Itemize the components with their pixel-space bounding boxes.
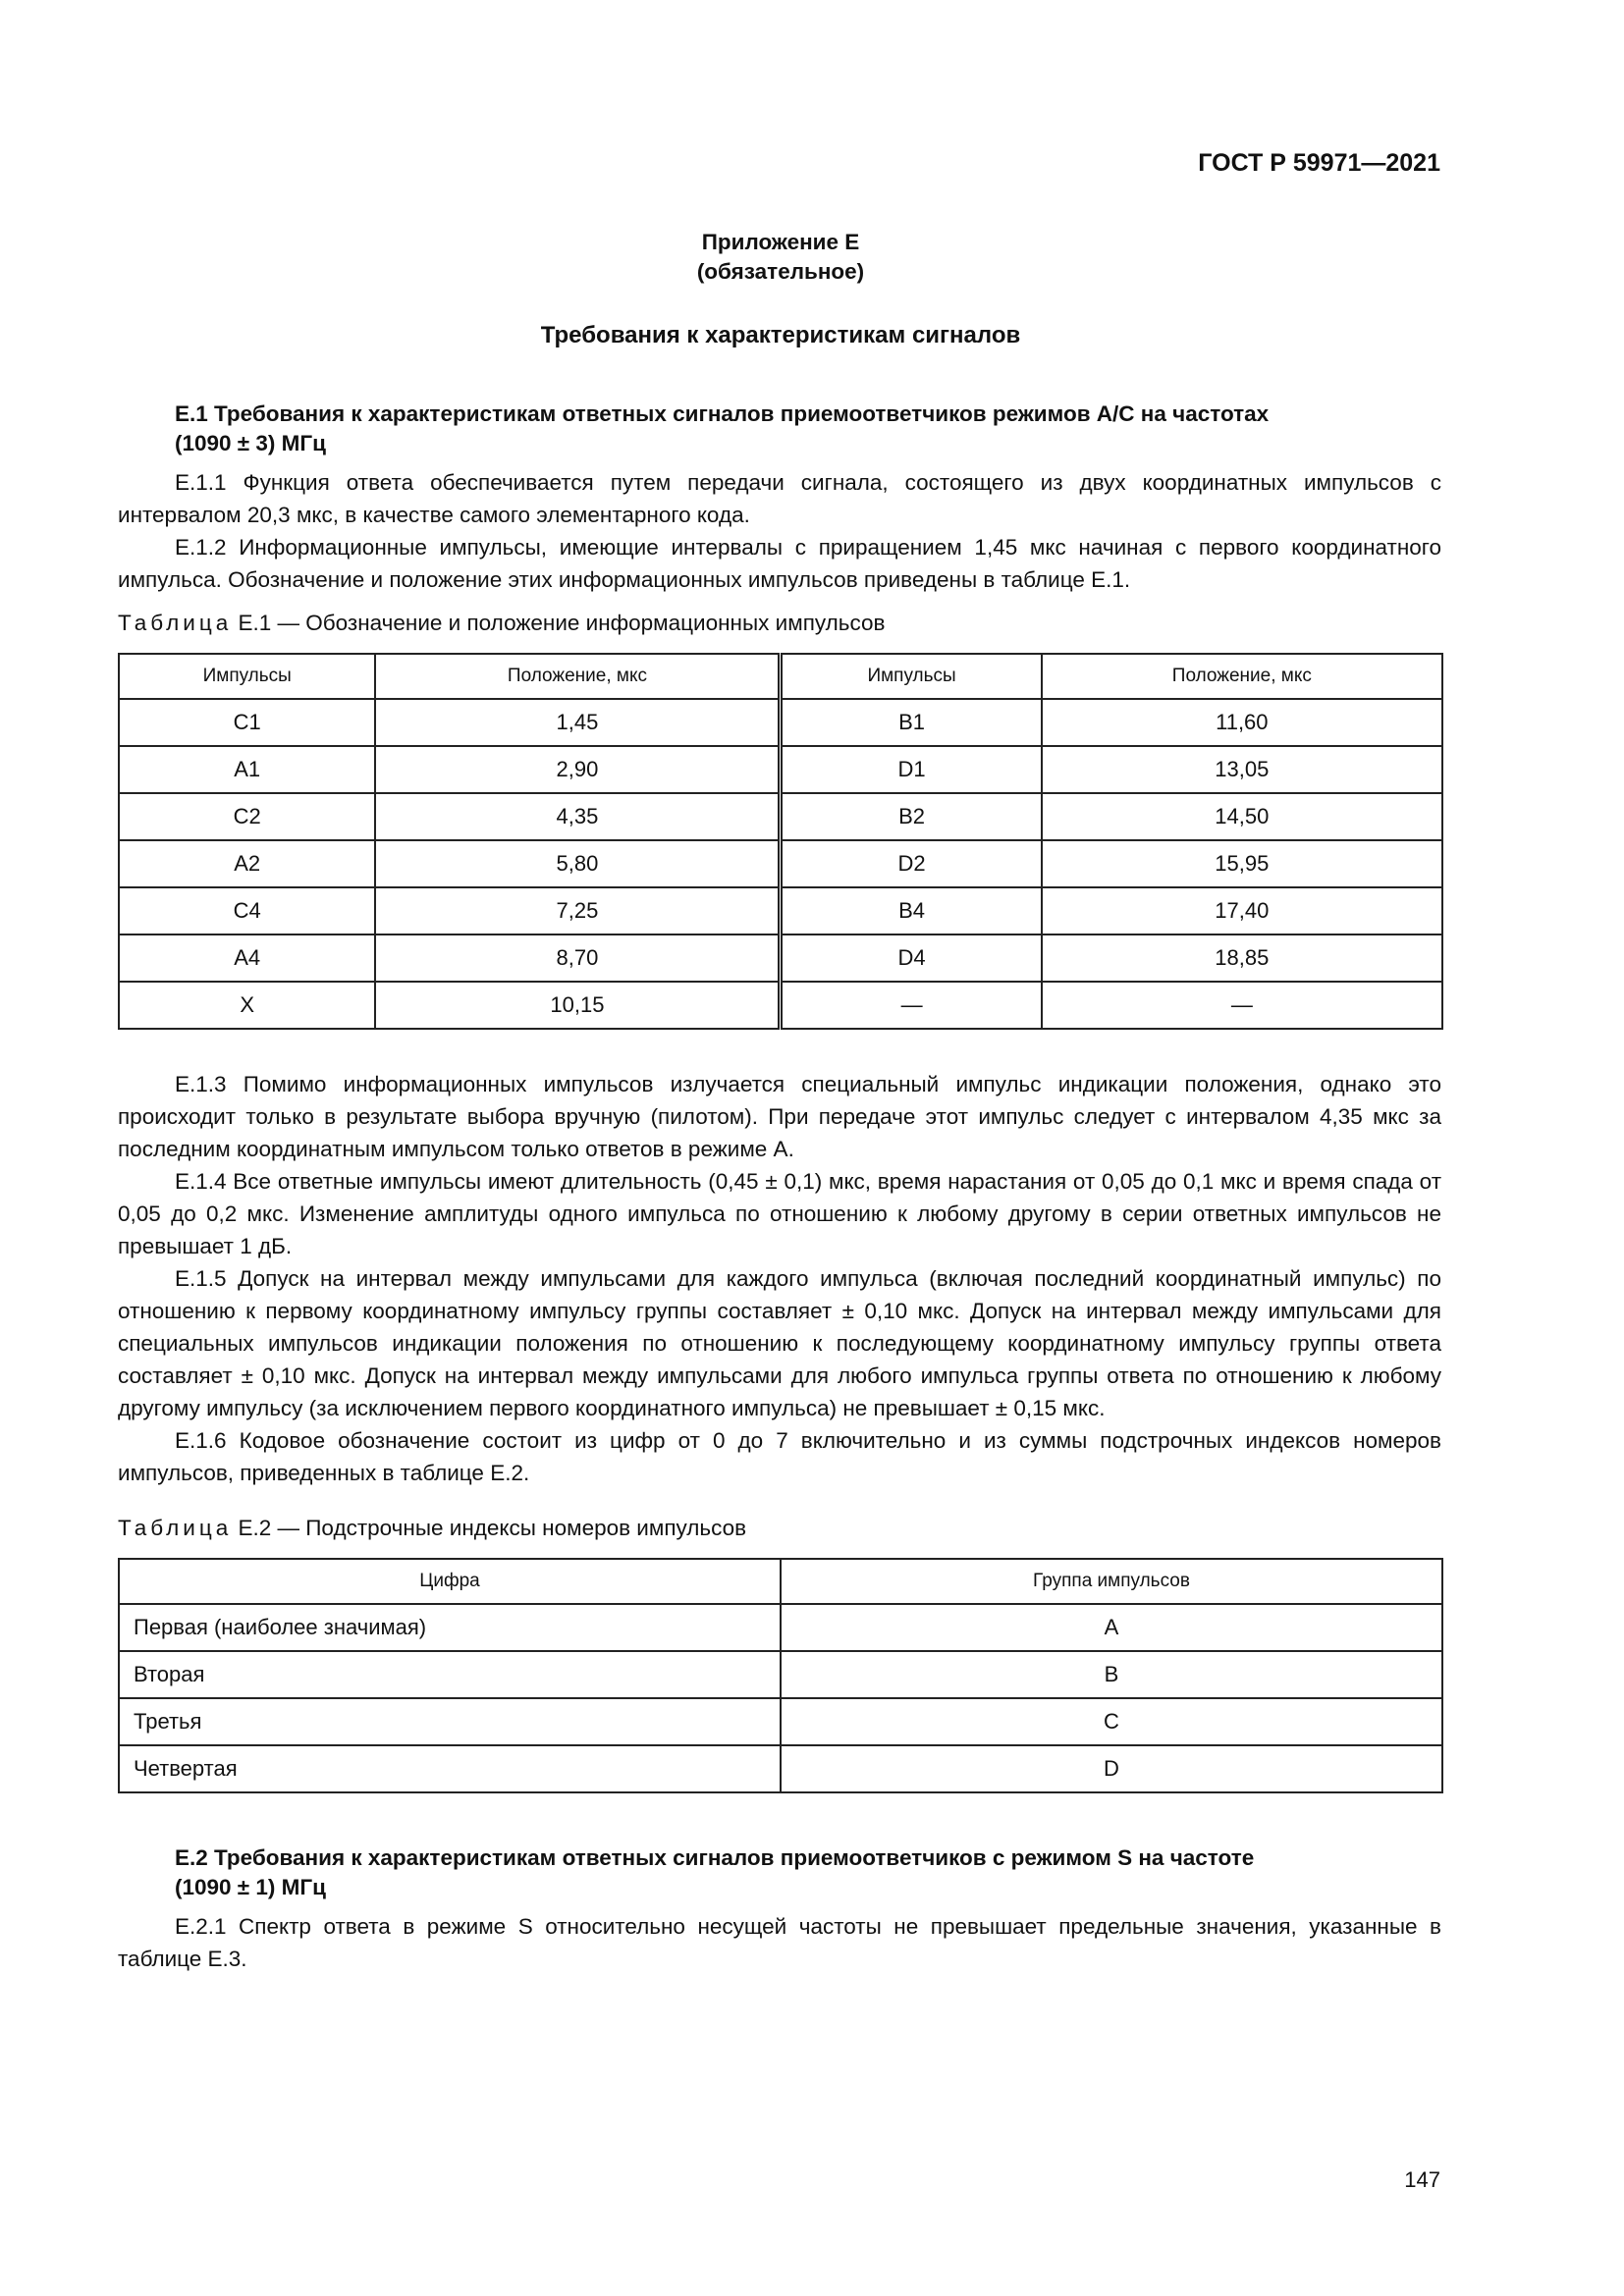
table-cell: 14,50: [1042, 793, 1442, 840]
paragraph-e1-5: Е.1.5 Допуск на интервал между импульсами для каждого импульса (включая последний координатный импульс) по отношению к первому координатному импульсу группы составляет ± 0,10 мкс. Допуск на интервал между импульсами для специальных импульсов индикации положения по отношению к последующему координатному импульсу группы ответа составляет ± 0,10 мкс. Допуск на интервал между импульсами для любого импульса группы ответа по отношению к любому другому импульсу (за исключением первого координатного импульса) не превышает ± 0,15 мкс.: [118, 1266, 1441, 1420]
table-cell: D1: [781, 746, 1042, 793]
col-header: Положение, мкс: [375, 654, 781, 699]
table-cell: 1,45: [375, 699, 781, 746]
heading-line: (1090 ± 3) МГц: [175, 431, 326, 455]
table-cell: —: [1042, 982, 1442, 1029]
table-cell: С1: [119, 699, 375, 746]
table-cell: X: [119, 982, 375, 1029]
heading-line: Е.1 Требования к характеристикам ответных сигналов приемоответчиков режимов А/С на частотах: [175, 401, 1270, 426]
table-cell: В2: [781, 793, 1042, 840]
table-cell: В4: [781, 887, 1042, 934]
table-cell: 8,70: [375, 934, 781, 982]
table-row: [119, 793, 1442, 840]
table-cell: D: [781, 1745, 1442, 1792]
paragraph-e1-2: Е.1.2 Информационные импульсы, имеющие интервалы с приращением 1,45 мкс начиная с первого координатного импульса. Обозначение и положение этих информационных импульсов приведены в таблице Е.1.: [118, 535, 1441, 592]
table-row: [119, 887, 1442, 934]
table-row: [119, 1745, 1442, 1792]
table-cell: В1: [781, 699, 1042, 746]
table-cell: С2: [119, 793, 375, 840]
table-cell: 7,25: [375, 887, 781, 934]
table-cell: А2: [119, 840, 375, 887]
table-cell: D2: [781, 840, 1042, 887]
table-e2: [118, 1558, 1443, 1793]
table2-caption: [118, 1516, 746, 1541]
col-header: Положение, мкс: [1042, 654, 1442, 699]
document-header: ГОСТ Р 59971—2021: [1198, 149, 1440, 177]
caption-text: Е.2 — Подстрочные индексы номеров импульсов: [232, 1516, 747, 1540]
table-cell: 2,90: [375, 746, 781, 793]
table-cell: 5,80: [375, 840, 781, 887]
paragraph-e1-6: Е.1.6 Кодовое обозначение состоит из цифр от 0 до 7 включительно и из суммы подстрочных индексов номеров импульсов, приведенных в таблице Е.2.: [118, 1428, 1441, 1485]
table-cell: Четвертая: [119, 1745, 781, 1792]
table-cell: 13,05: [1042, 746, 1442, 793]
table-cell: С4: [119, 887, 375, 934]
page-number: 147: [1404, 2167, 1440, 2192]
paragraph-e1-4: Е.1.4 Все ответные импульсы имеют длительность (0,45 ± 0,1) мкс, время нарастания от 0,05 до 0,1 мкс и время спада от 0,05 до 0,2 мкс. Изменение амплитуды одного импульса по отношению к любому другому в серии ответных импульсов не превышает 1 дБ.: [118, 1169, 1441, 1258]
heading-line: Е.2 Требования к характеристикам ответных сигналов приемоответчиков с режимом S на частоте: [175, 1845, 1255, 1870]
table-row: [119, 746, 1442, 793]
appendix-title: Приложение Е: [701, 230, 860, 254]
table-cell: Третья: [119, 1698, 781, 1745]
table-cell: Первая (наиболее значимая): [119, 1604, 781, 1651]
col-header: Импульсы: [119, 654, 375, 699]
table-row: [119, 1604, 1442, 1651]
caption-text: Е.1 — Обозначение и положение информационных импульсов: [232, 611, 886, 635]
table-cell: A: [781, 1604, 1442, 1651]
heading-line: (1090 ± 1) МГц: [175, 1875, 326, 1899]
paragraph-e2-1: Е.2.1 Спектр ответа в режиме S относительно несущей частоты не превышает предельные значения, указанные в таблице Е.3.: [118, 1914, 1441, 1971]
col-header: Цифра: [119, 1559, 781, 1604]
col-header: Группа импульсов: [781, 1559, 1442, 1604]
table-row: [119, 840, 1442, 887]
table-cell: 15,95: [1042, 840, 1442, 887]
table-row: [119, 1698, 1442, 1745]
table-cell: 4,35: [375, 793, 781, 840]
paragraph-e1-1: Е.1.1 Функция ответа обеспечивается путем передачи сигнала, состоящего из двух координатных импульсов с интервалом 20,3 мкс, в качестве самого элементарного кода.: [118, 470, 1441, 527]
table-cell: C: [781, 1698, 1442, 1745]
table-row: [119, 982, 1442, 1029]
table-row: [119, 934, 1442, 982]
table-cell: 18,85: [1042, 934, 1442, 982]
appendix-status: (обязательное): [696, 259, 865, 284]
section-e1-heading: [118, 400, 1441, 458]
table-row: [119, 1651, 1442, 1698]
col-header: Импульсы: [781, 654, 1042, 699]
caption-label: Таблица: [118, 611, 233, 635]
table-row: [119, 699, 1442, 746]
section-e2-heading: [118, 1843, 1441, 1902]
paragraph-e1-3: Е.1.3 Помимо информационных импульсов излучается специальный импульс индикации положения, однако это происходит только в результате выбора вручную (пилотом). При передаче этот импульс следует с интервалом 4,35 мкс за последним координатным импульсом только ответов в режиме А.: [118, 1072, 1441, 1161]
table-cell: B: [781, 1651, 1442, 1698]
table-cell: 17,40: [1042, 887, 1442, 934]
table-e1: [118, 653, 1443, 1030]
table-cell: 11,60: [1042, 699, 1442, 746]
page-title: Требования к характеристикам сигналов: [540, 322, 1021, 348]
table-cell: D4: [781, 934, 1042, 982]
table-cell: 10,15: [375, 982, 781, 1029]
table-cell: —: [781, 982, 1042, 1029]
caption-label: Таблица: [118, 1516, 233, 1540]
table-cell: Вторая: [119, 1651, 781, 1698]
table-cell: А1: [119, 746, 375, 793]
table1-caption: [118, 611, 885, 636]
table-cell: А4: [119, 934, 375, 982]
